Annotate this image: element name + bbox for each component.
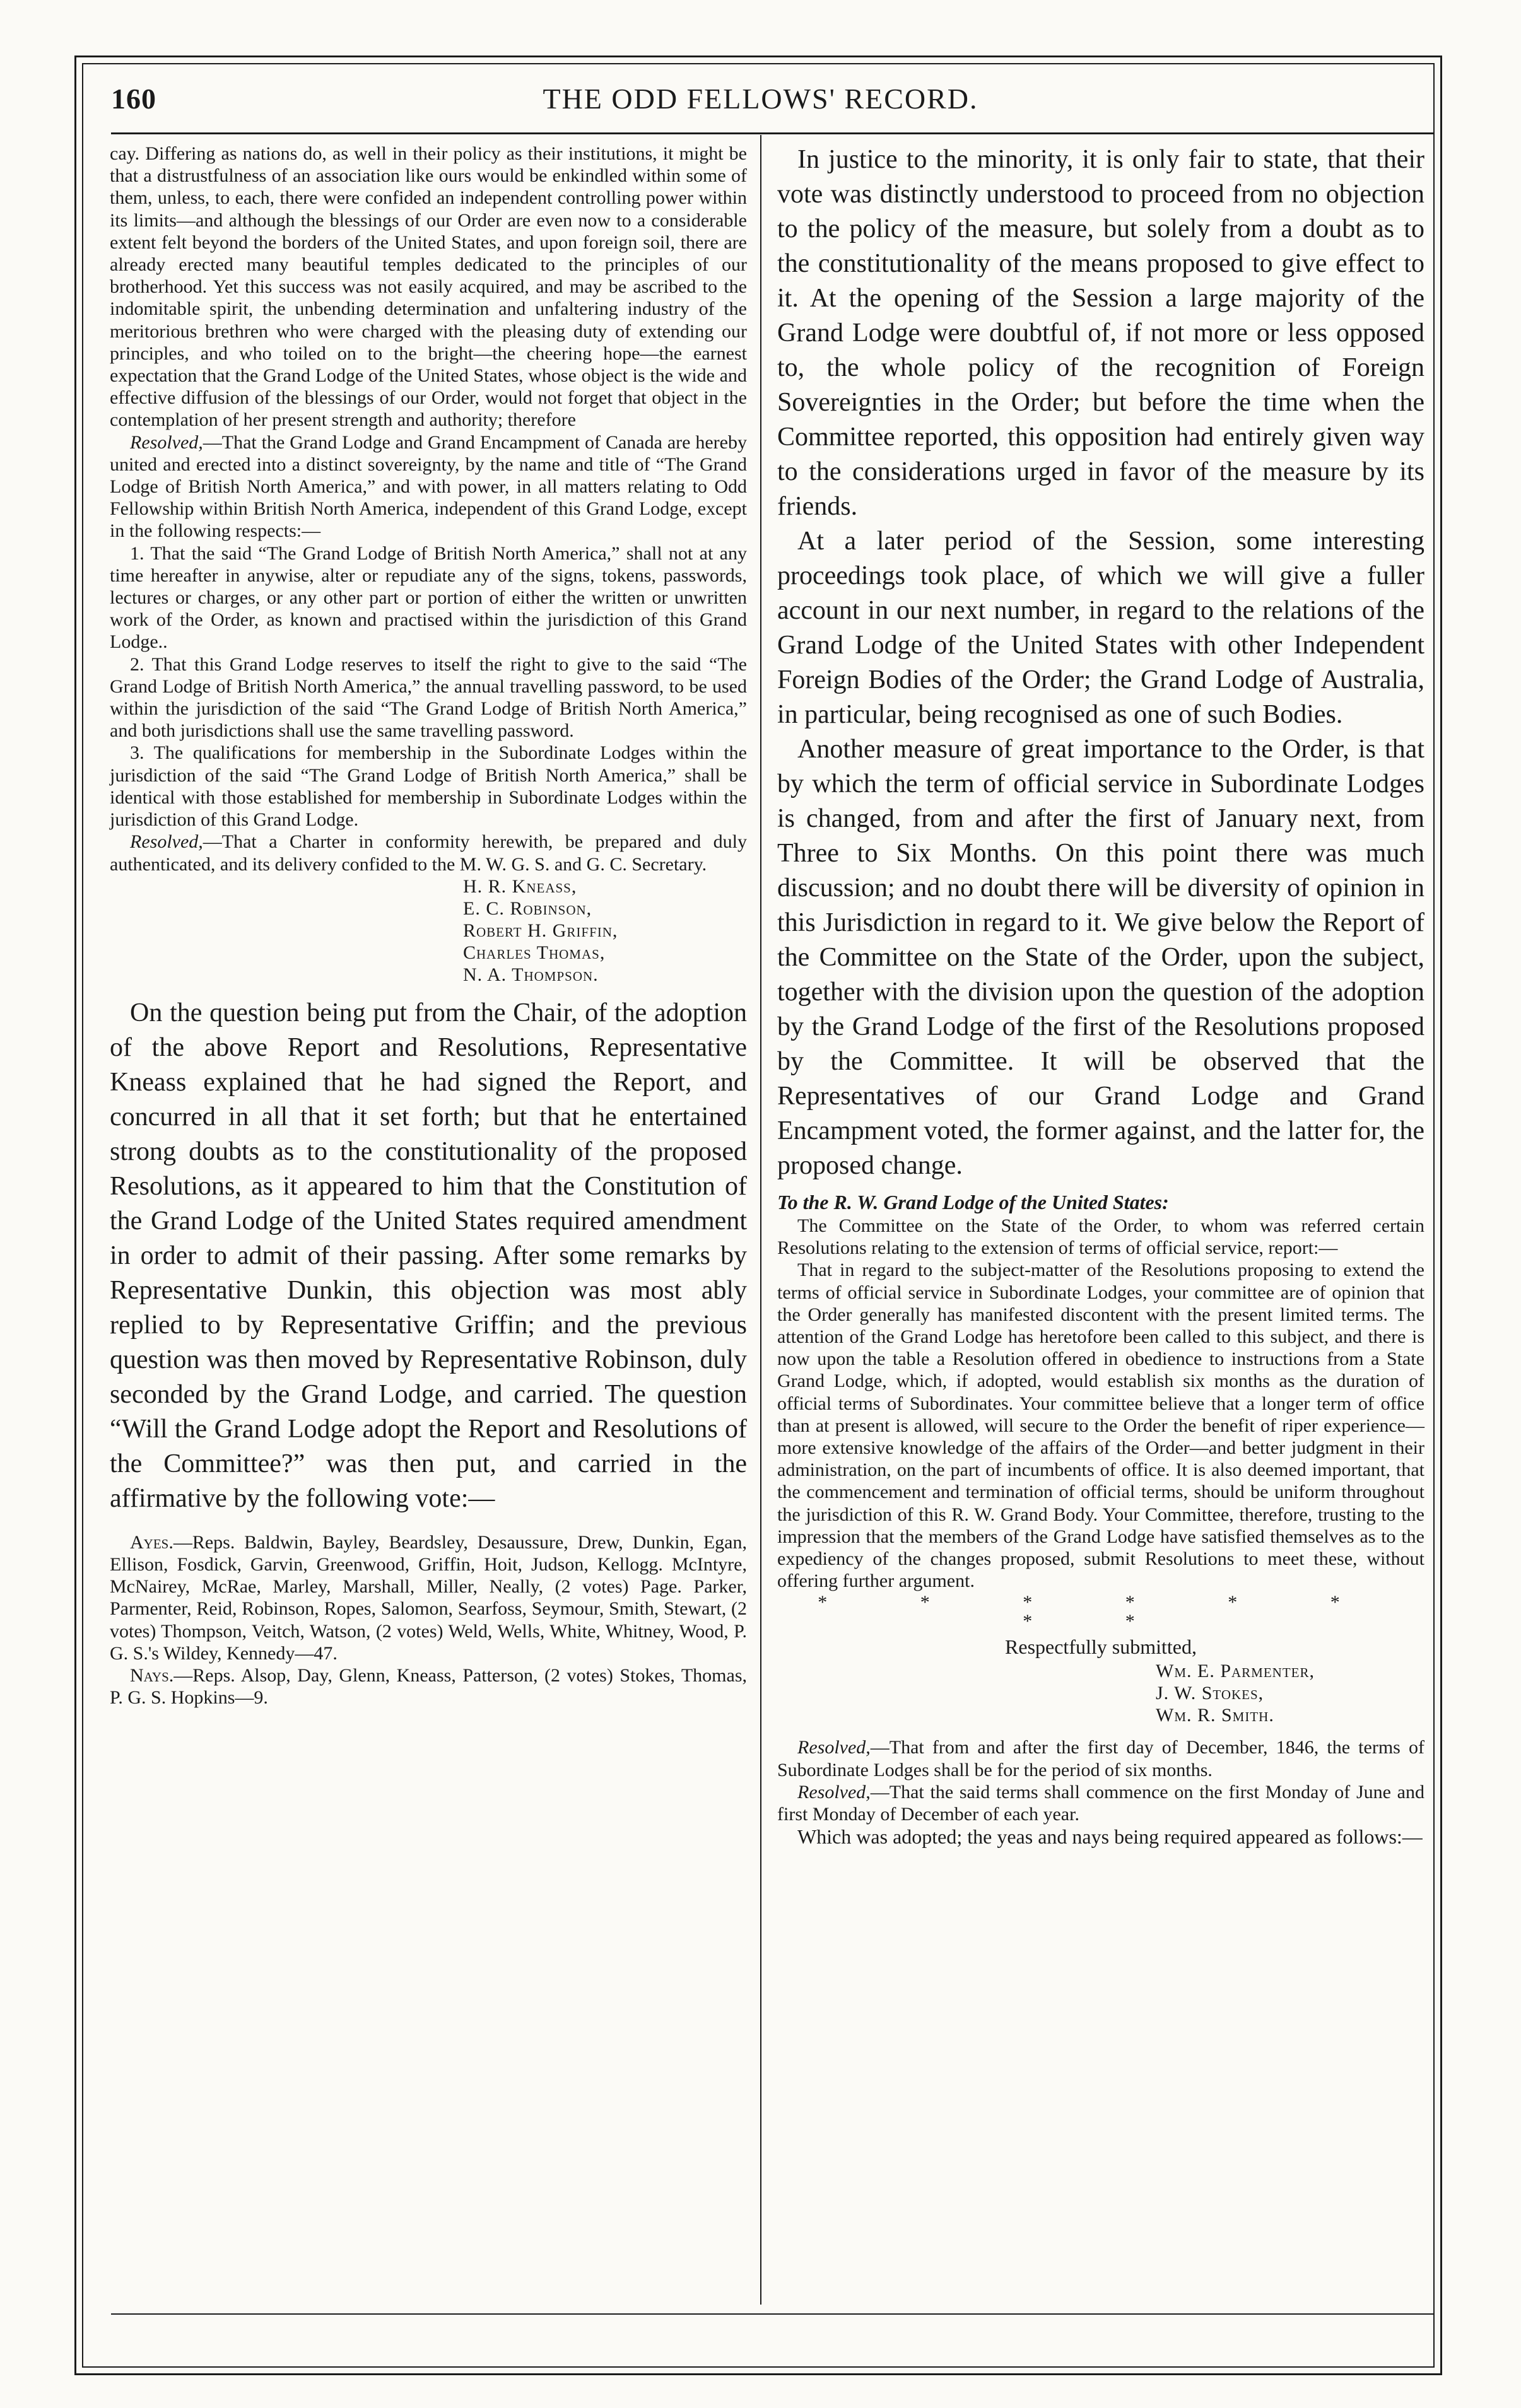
signatory: Wm. R. Smith.	[1156, 1705, 1274, 1726]
signatory: N. A. Thompson.	[463, 964, 599, 985]
running-title: THE ODD FELLOWS' RECORD.	[543, 83, 978, 115]
signatory: J. W. Stokes,	[1156, 1683, 1264, 1704]
ayes-label: Ayes.	[130, 1531, 173, 1553]
column-divider	[760, 135, 761, 2305]
list-item: 3. The qualifications for membership in the Subordinate Lodges within the jurisdiction of the said “The Grand Lodge of British North America,” shall be identical with those established for membership in Subordinate Lodges within the jurisdiction of this Grand Lodge.	[110, 742, 747, 831]
resolved-label: Resolved,	[797, 1781, 871, 1803]
signatory: Charles Thomas,	[463, 942, 606, 963]
nays-label: Nays.	[130, 1664, 174, 1686]
nays-text: —Reps. Alsop, Day, Glenn, Kneass, Patterson, (2 votes) Stokes, Thomas, P. G. S. Hopkins—9.	[110, 1664, 747, 1709]
signatory: Robert H. Griffin,	[463, 920, 618, 941]
page-number: 160	[111, 83, 156, 115]
report-paragraph: That in regard to the subject-matter of the Resolutions proposing to extend the terms of official service in Subordinate Lodges, your committee are of opinion that the Order generally has manifested discontent with the present limited terms. The attention of the Grand Lodge has heretofore been called to this subject, and there is now upon the table a Resolution offered in obedience to instructions from a State Grand Lodge, which, if adopted, would establish six months as the duration of official terms of Subordinates. Your committee believe that a longer term of office than at present is allowed, will secure to the Order the benefit of riper experience—more extensive knowledge of the affairs of the Order—and better judgment in their administration, on the part of incumbents of office. It is also deemed important, that the commencement and termination of official terms, should be uniform throughout the jurisdiction of this R. W. Grand Body. Your Committee, therefore, trusting to the impression that the members of the Grand Lodge have satisfied themselves as to the expediency of the changes proposed, submit Resolutions to meet these, without offering further argument.	[777, 1260, 1424, 1592]
resolved-text: —That from and after the first day of December, 1846, the terms of Subordinate Lodges shall be for the period of six months.	[777, 1737, 1424, 1780]
committee-signatures	[1156, 1660, 1424, 1726]
right-column	[777, 143, 1424, 1849]
committee-signatures	[463, 875, 747, 986]
body-paragraph: Another measure of great importance to the Order, is that by which the term of official service in Subordinate Lodges is changed, from and after the first of January next, from Three to Six Months. On this point there was much discussion; and no doubt there will be diversity of opinion in this Jurisdiction in regard to it. We give below the Report of the Committee on the State of the Order, upon the subject, together with the division upon the question of the adoption by the Grand Lodge of the first of the Resolutions proposed by the Committee. It will be observed that the Representatives of our Grand Lodge and Grand Encampment voted, the former against, and the latter for, the proposed change.	[777, 735, 1424, 1180]
signatory: E. C. Robinson,	[463, 897, 592, 919]
body-paragraph: At a later period of the Session, some interesting proceedings took place, of which we will give a fuller account in our next number, in regard to the relations of the Grand Lodge of the United States with other Independent Foreign Bodies of the Order; the Grand Lodge of Australia, in particular, being recognised as one of such Bodies.	[777, 527, 1424, 729]
ellipsis-stars: * * * * * * * *	[818, 1592, 1384, 1632]
ayes-text: —Reps. Baldwin, Bayley, Beardsley, Desaussure, Drew, Dunkin, Egan, Ellison, Fosdick, Garvin, Greenwood, Griffin, Hoit, Judson, Kellogg. McIntyre, McNairey, McRae, Marley, Marshall, Miller, Neally, (2 votes) Page. Parker, Parmenter, Reid, Robinson, Ropes, Salomon, Searfoss, Seymour, Smith, Stewart, (2 votes) Thompson, Veitch, Watson, (2 votes) Weld, Wells, White, Whitney, Wood, P. G. S.'s Wildey, Kennedy—47.	[110, 1531, 747, 1664]
resolved-label: Resolved,	[130, 431, 203, 453]
left-column	[110, 143, 747, 1709]
nays-paragraph	[110, 1664, 747, 1709]
resolved-paragraph	[110, 831, 747, 875]
list-item: 2. That this Grand Lodge reserves to itself the right to give to the said “The Grand Lodge of British North America,” the annual travelling password, to be used within the jurisdiction of the said “The Grand Lodge of British North America,” and both jurisdictions shall use the same travelling password.	[110, 653, 747, 742]
intro-paragraph: cay. Differing as nations do, as well in their policy as their institutions, it might be that a distrustfulness of an association like ours would be enkindled within some of them, unless, to each, there were confided an independent controlling power within its limits—and although the blessings of our Order are even now to a considerable extent felt beyond the borders of the United States, and upon foreign soil, there are already erected many beautiful temples dedicated to the principles of our brotherhood. Yet this success was not easily acquired, and may be ascribed to the indomitable spirit, the unbending determination and unfaltering industry of the meritorious brethren who were charged with the pleasing duty of extending our principles, and who toiled on to the bright—the cheering hope—the earnest expectation that the Grand Lodge of the United States, whose object is the wide and effective diffusion of the blessings of our Order, would not forget that object in the contemplation of her present strength and authority; therefore	[110, 143, 747, 431]
footer-rule	[111, 2313, 1435, 2315]
report-addressee: To the R. W. Grand Lodge of the United States:	[777, 1191, 1169, 1213]
body-paragraph: In justice to the minority, it is only fair to state, that their vote was distinctly understood to proceed from no objection to the policy of the measure, but solely from a doubt as to the constitutionality of the means proposed to give effect to it. At the opening of the Session a large majority of the Grand Lodge were doubtful of, if not more or less opposed to, the whole policy of the recognition of Foreign Sovereignties in the Order; but before the time when the Committee reported, this opposition had entirely given way to the considerations urged in favor of the measure by its friends.	[777, 145, 1424, 521]
resolved-paragraph	[777, 1736, 1424, 1780]
report-paragraph: The Committee on the State of the Order, to whom was referred certain Resolutions relating to the extension of terms of official service, report:—	[777, 1215, 1424, 1259]
ayes-paragraph	[110, 1531, 747, 1664]
closing-paragraph: Which was adopted; the yeas and nays being required appeared as follows:—	[797, 1825, 1423, 1849]
narrative-paragraph: On the question being put from the Chair, of the adoption of the above Report and Resolutions, Representative Kneass explained that he had signed the Report, and concurred in all that it set forth; but that he entertained strong doubts as to the constitutionality of the proposed Resolutions, as it appeared to him that the Constitution of the Grand Lodge of the United States required amendment in order to admit of their passing. After some remarks by Representative Dunkin, this objection was most ably replied to by Representative Griffin; and the previous question was then moved by Representative Robinson, duly seconded by the Grand Lodge, and carried. The question “Will the Grand Lodge adopt the Report and Resolutions of the Committee?” was then put, and carried in the affirmative by the following vote:—	[110, 998, 747, 1513]
resolved-text: —That the said terms shall commence on the first Monday of June and first Monday of December of each year.	[777, 1781, 1424, 1825]
resolved-label: Resolved,	[130, 831, 203, 853]
submitted-line: Respectfully submitted,	[1005, 1635, 1197, 1659]
resolved-paragraph	[110, 431, 747, 542]
resolved-text: —That a Charter in conformity herewith, be prepared and duly authenticated, and its delivery confided to the M. W. G. S. and G. C. Secretary.	[110, 831, 747, 875]
resolved-label: Resolved,	[797, 1737, 871, 1758]
signatory: Wm. E. Parmenter,	[1156, 1661, 1315, 1682]
list-item: 1. That the said “The Grand Lodge of British North America,” shall not at any time hereafter in anywise, alter or repudiate any of the signs, tokens, passwords, lectures or charges, or any other part or portion of either the written or unwritten work of the Order, as known and practised within the jurisdiction of this Grand Lodge..	[110, 542, 747, 653]
resolved-text: —That the Grand Lodge and Grand Encampment of Canada are hereby united and erected into a distinct sovereignty, by the name and title of “The Grand Lodge of British North America,” and with power, in all matters relating to Odd Fellowship within British North America, independent of this Grand Lodge, except in the following respects:—	[110, 431, 747, 542]
header-rule	[111, 132, 1435, 134]
resolved-paragraph	[777, 1781, 1424, 1825]
signatory: H. R. Kneass,	[463, 875, 577, 897]
